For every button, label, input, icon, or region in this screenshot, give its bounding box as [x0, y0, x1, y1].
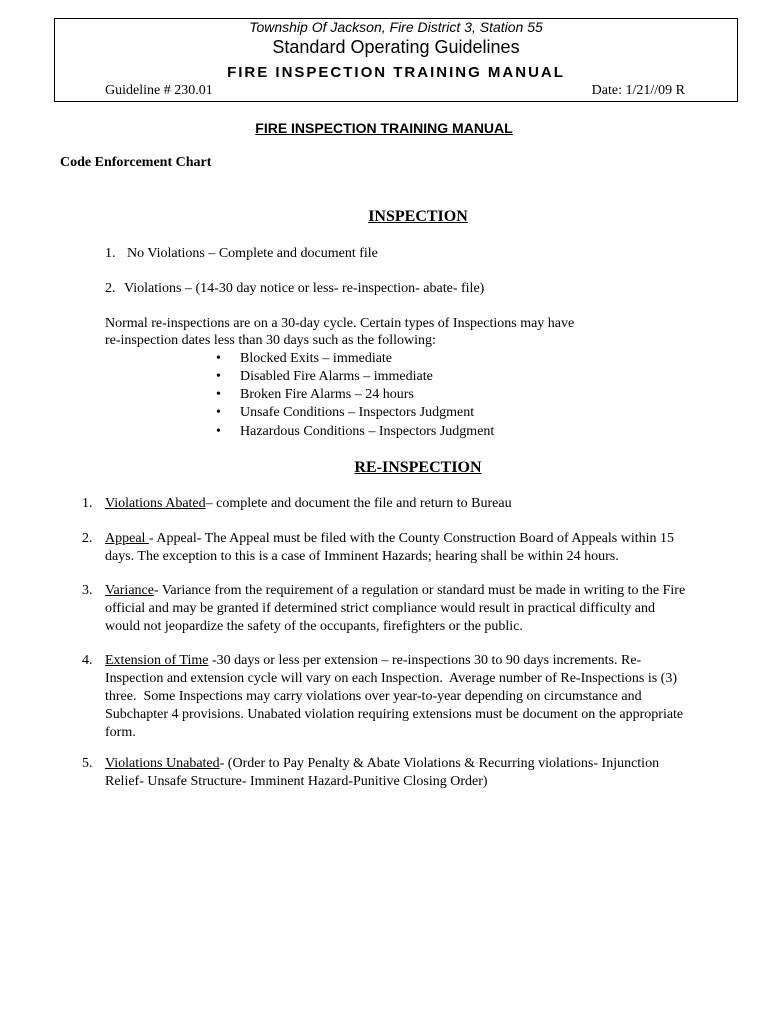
bullet-item: [216, 404, 474, 422]
reinspection-item-line: [105, 755, 745, 773]
reinspection-item-line: Inspection and extension cycle will vary on each Inspection. Average number of Re-Inspections is (3): [105, 671, 678, 686]
reinspection-paragraph-line-1: Normal re-inspections are on a 30-day cycle. Certain types of Inspections may have: [105, 316, 575, 331]
reinspection-item-number: 4.: [82, 653, 93, 668]
bullet-glyph: •: [216, 405, 221, 420]
reinspection-item-text: - Appeal- The Appeal must be filed with the County Construction Board of Appeals within 15: [148, 531, 674, 546]
reinspection-heading: RE-INSPECTION: [354, 459, 482, 476]
reinspection-item-line: Subchapter 4 provisions. Unabated violation requiring extensions must be document on the appropriate: [105, 707, 684, 722]
reinspection-item-term: Appeal: [105, 531, 149, 546]
reinspection-item-text: - (Order to Pay Penalty & Abate Violations & Recurring violations- Injunction: [219, 756, 660, 771]
inspection-item-2-number: 2.: [105, 281, 116, 296]
bullet-text: Blocked Exits – immediate: [240, 351, 393, 366]
reinspection-item-term: Extension of Time: [105, 653, 209, 668]
reinspection-item-term: Violations Abated: [105, 496, 206, 511]
sog-line: Standard Operating Guidelines: [272, 37, 520, 57]
bullet-text: Unsafe Conditions – Inspectors Judgment: [240, 405, 475, 420]
inspection-item-2-text: Violations – (14-30 day notice or less- re-inspection- abate- file): [124, 281, 485, 296]
bullet-item: [216, 368, 433, 386]
bullet-glyph: •: [216, 369, 221, 384]
reinspection-item-term: Violations Unabated: [105, 756, 220, 771]
reinspection-item-term: Variance: [105, 583, 154, 598]
reinspection-item-body: [105, 652, 745, 742]
reinspection-item-text: - Variance from the requirement of a regulation or standard must be made in writing to the Fire: [153, 583, 686, 598]
reinspection-item-line: days. The exception to this is a case of Imminent Hazards; hearing shall be within 24 hours.: [105, 549, 619, 564]
inspection-item-1-number: 1.: [105, 246, 116, 261]
page-title: FIRE INSPECTION TRAINING MANUAL: [255, 120, 513, 136]
inspection-item-1-text: No Violations – Complete and document file: [127, 246, 378, 261]
reinspection-item-number: 2.: [82, 531, 93, 546]
bullet-glyph: •: [216, 424, 221, 439]
guideline-date: Date: 1/21//09 R: [591, 83, 685, 98]
inspection-heading: INSPECTION: [368, 208, 468, 225]
bullet-glyph: •: [216, 387, 221, 402]
reinspection-item-number: 1.: [82, 496, 93, 511]
reinspection-item-number: 3.: [82, 583, 93, 598]
reinspection-item-body: [105, 582, 745, 636]
bullet-item: [216, 386, 414, 404]
reinspection-item-number: 5.: [82, 756, 93, 771]
bullet-item: [216, 423, 494, 441]
reinspection-item-body: [105, 495, 745, 513]
reinspection-item-text: -30 days or less per extension – re-inspections 30 to 90 days increments. Re-: [208, 653, 642, 668]
bullet-item: [216, 350, 392, 368]
bullet-text: Broken Fire Alarms – 24 hours: [240, 387, 414, 402]
bullet-text: Disabled Fire Alarms – immediate: [240, 369, 433, 384]
township-line: Township Of Jackson, Fire District 3, Station 55: [249, 19, 543, 35]
reinspection-item-line: would not jeopardize the safety of the occupants, firefighters or the public.: [105, 619, 523, 634]
chart-label: Code Enforcement Chart: [60, 155, 212, 170]
reinspection-item-line: [105, 495, 745, 513]
manual-line: FIRE INSPECTION TRAINING MANUAL: [227, 64, 565, 81]
guideline-number: Guideline # 230.01: [105, 83, 213, 98]
document-header: [54, 18, 738, 102]
reinspection-item-line: [105, 530, 745, 548]
reinspection-item-line: form.: [105, 725, 136, 740]
reinspection-item-line: Relief- Unsafe Structure- Imminent Hazard-Punitive Closing Order): [105, 774, 488, 789]
bullet-text: Hazardous Conditions – Inspectors Judgment: [240, 424, 495, 439]
reinspection-item-body: [105, 530, 745, 566]
reinspection-item-line: [105, 652, 745, 670]
reinspection-item-line: [105, 582, 745, 600]
bullet-glyph: •: [216, 351, 221, 366]
reinspection-item-line: official and may be granted if determined strict compliance would result in practical difficulty and: [105, 601, 655, 616]
reinspection-item-body: [105, 755, 745, 791]
reinspection-item-line: three. Some Inspections may carry violations over year-to-year depending on circumstance and: [105, 689, 642, 704]
reinspection-paragraph-line-2: re-inspection dates less than 30 days such as the following:: [105, 333, 436, 348]
reinspection-item-text: – complete and document the file and return to Bureau: [205, 496, 512, 511]
